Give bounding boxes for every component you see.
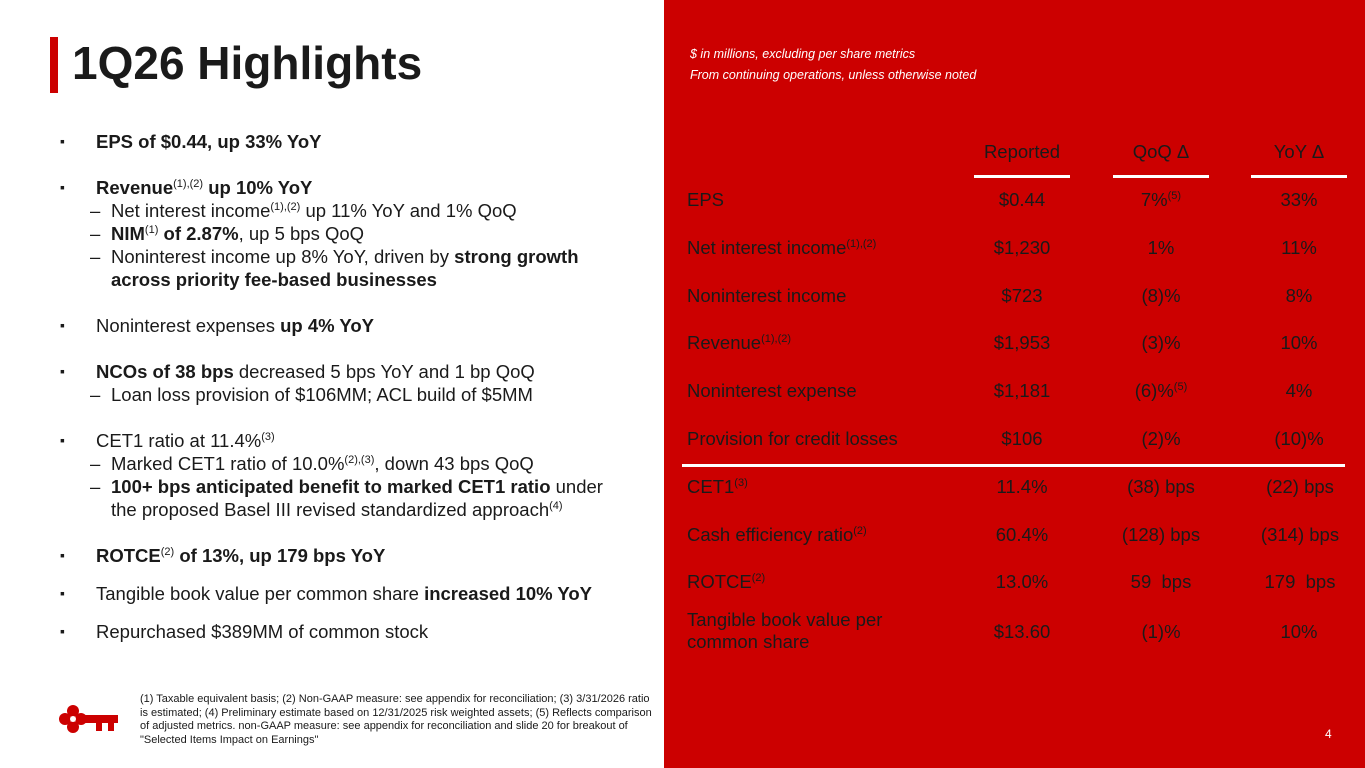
key-logo-icon	[56, 702, 122, 736]
table-divider	[682, 464, 1345, 467]
bullet-repurchase: ▪ Repurchased $389MM of common stock	[60, 621, 429, 642]
header-qoq: QoQ Δ	[1132, 141, 1190, 162]
sub-nim: – NIM$^{(1)}$ of 2.87%, up 5 bps QoQ	[90, 223, 365, 244]
bullet-cet1: ▪ CET1 ratio at 11.4%$^{(3)}$	[60, 430, 275, 451]
bullet-expenses: ▪ Noninterest expenses up 4% YoY	[60, 315, 374, 336]
header-underline	[974, 175, 1070, 178]
table-row-noninterest-income: Noninterest income $723 (8)% 8%	[687, 285, 1313, 306]
header-underline	[1113, 175, 1209, 178]
table-row-noninterest-expense: Noninterest expense $1,181 (6)%$^{(5)}$ 4%	[687, 380, 1313, 401]
table-row-cash-efficiency: Cash efficiency ratio$^{(2)}$ 60.4% (128) bps (314) bps	[687, 524, 1340, 545]
table-row-rotce: ROTCE$^{(2)}$ 13.0% 59 bps 179 bps	[687, 571, 1336, 592]
sub-basel: – 100+ bps anticipated benefit to marked CET1 ratio under the proposed Basel III revised standardized approach$^{(4)}$	[90, 476, 603, 520]
footnote: (1) Taxable equivalent basis; (2) Non-GAAP measure: see appendix for reconciliation; (3) 3/31/2026 ratio is estimated; (4) Preliminary estimate based on 12/31/2025 risk weighted assets; (5) Reflects comparison of adjusted metrics. non-GAAP measure: see appendix for reconciliation and slide 20 for breakout of "Selected Items Impact on Earnings"	[140, 693, 652, 746]
sub-provision: – Loan loss provision of $106MM; ACL build of $5MM	[90, 384, 533, 405]
page-number: 4	[1325, 727, 1332, 741]
highlights-list	[60, 130, 660, 643]
bullet-revenue: ▪ Revenue$^{(1),(2)}$ up 10% YoY	[60, 177, 313, 198]
page-title: 1Q26 Highlights	[72, 37, 423, 89]
left-panel	[0, 0, 664, 768]
header-yoy: YoY Δ	[1273, 141, 1325, 162]
bullet-nco: ▪ NCOs of 38 bps decreased 5 bps YoY and 1 bp QoQ	[60, 361, 535, 382]
table-row-revenue: Revenue$^{(1),(2)}$ $1,953 (3)% 10%	[687, 332, 1318, 353]
table-row-provision: Provision for credit losses $106 (2)% (10)%	[687, 428, 1324, 449]
title-accent-bar	[50, 37, 58, 93]
header-reported: Reported	[983, 141, 1061, 162]
sub-nii: – Net interest income$^{(1),(2)}$ up 11% YoY and 1% QoQ	[90, 200, 517, 221]
table-row-eps: EPS $0.44 7%$^{(5)}$ 33%	[687, 189, 1318, 210]
table-row-cet1: CET1$^{(3)}$ 11.4% (38) bps (22) bps	[687, 476, 1334, 497]
header-underline	[1251, 175, 1347, 178]
bullet-rotce: ▪ ROTCE$^{(2)}$ of 13%, up 179 bps YoY	[60, 545, 386, 566]
sub-noninterest-income: – Noninterest income up 8% YoY, driven by strong growth across priority fee-based businesses	[90, 246, 579, 290]
sub-marked-cet1: – Marked CET1 ratio of 10.0%$^{(2),(3)}$, down 43 bps QoQ	[90, 453, 534, 474]
bullet-eps: ▪ EPS of $0.44, up 33% YoY	[60, 131, 322, 152]
bullet-tbv: ▪ Tangible book value per common share increased 10% YoY	[60, 583, 593, 604]
note-continuing-ops: From continuing operations, unless otherwise noted	[690, 68, 977, 82]
table-row-tbv: Tangible book value per common share $13.60 (1)% 10%	[687, 609, 1318, 652]
note-millions: $ in millions, excluding per share metrics	[690, 47, 916, 61]
table-row-nii: Net interest income$^{(1),(2)}$ $1,230 1% 11%	[687, 237, 1317, 258]
